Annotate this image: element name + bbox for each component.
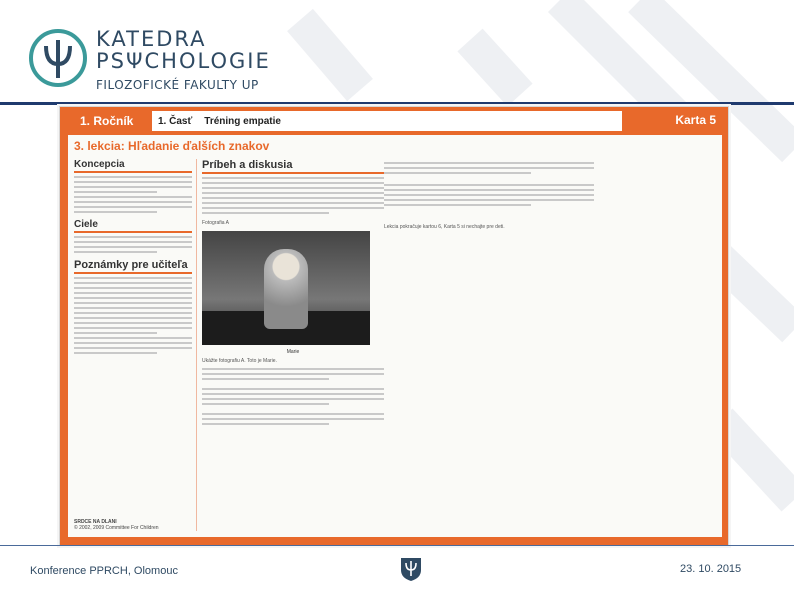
psi-circle-icon bbox=[28, 28, 88, 88]
poznamky-heading: Poznámky pre učiteľa bbox=[74, 259, 192, 274]
girl-photo bbox=[202, 231, 370, 345]
ciele-heading: Ciele bbox=[74, 219, 192, 233]
part-title: Tréning empatie bbox=[204, 115, 281, 127]
story-prompt: Ukážte fotografiu A. Toto je Marie. bbox=[202, 357, 277, 364]
story-text bbox=[202, 177, 384, 214]
part-label: 1. Časť bbox=[158, 115, 193, 127]
koncepcia-text bbox=[74, 176, 192, 213]
card-left-column bbox=[74, 159, 192, 531]
ciele-text bbox=[74, 236, 192, 253]
card-copyright bbox=[74, 519, 159, 531]
copyright-line-1: SRDCE NA DLANI bbox=[74, 519, 117, 525]
footer-divider bbox=[0, 545, 794, 546]
year-label: 1. Ročník bbox=[80, 114, 134, 128]
koncepcia-heading: Koncepcia bbox=[74, 159, 192, 173]
logo-line-3: FILOZOFICKÉ FAKULTY UP bbox=[96, 78, 259, 92]
poznamky-text bbox=[74, 277, 192, 354]
card-number: Karta 5 bbox=[675, 113, 716, 127]
date-label: 23. 10. 2015 bbox=[680, 563, 742, 575]
header-divider bbox=[0, 102, 794, 105]
lesson-title: 3. lekcia: Hľadanie ďalších znakov bbox=[74, 139, 270, 153]
right-text-1 bbox=[384, 162, 594, 174]
story-heading: Príbeh a diskusia bbox=[202, 159, 384, 174]
logo-line-2: PSΨCHOLOGIE bbox=[96, 49, 271, 73]
part-bar bbox=[152, 111, 622, 131]
photo-label: Fotografia A bbox=[202, 220, 229, 226]
university-emblem-icon bbox=[399, 556, 423, 582]
logo-line-1: KATEDRA bbox=[96, 27, 207, 51]
card-body bbox=[68, 135, 722, 537]
girl-figure bbox=[264, 249, 308, 329]
lesson-continuation-note: Lekcia pokračuje kartou 6, Karta 5 si nechajte pre deti. bbox=[384, 224, 505, 230]
card-middle-column bbox=[202, 159, 384, 531]
card-right-column bbox=[384, 159, 714, 531]
card-header bbox=[60, 107, 730, 135]
right-text-2 bbox=[384, 184, 594, 206]
photo-caption: Marie bbox=[286, 348, 300, 355]
department-logo-text bbox=[96, 28, 271, 92]
lesson-card-image bbox=[59, 106, 729, 546]
discussion-questions bbox=[202, 368, 384, 425]
copyright-line-2: © 2002, 2009 Committee For Children bbox=[74, 525, 159, 531]
conference-label: Konference PPRCH, Olomouc bbox=[30, 565, 178, 577]
column-divider bbox=[196, 159, 197, 531]
